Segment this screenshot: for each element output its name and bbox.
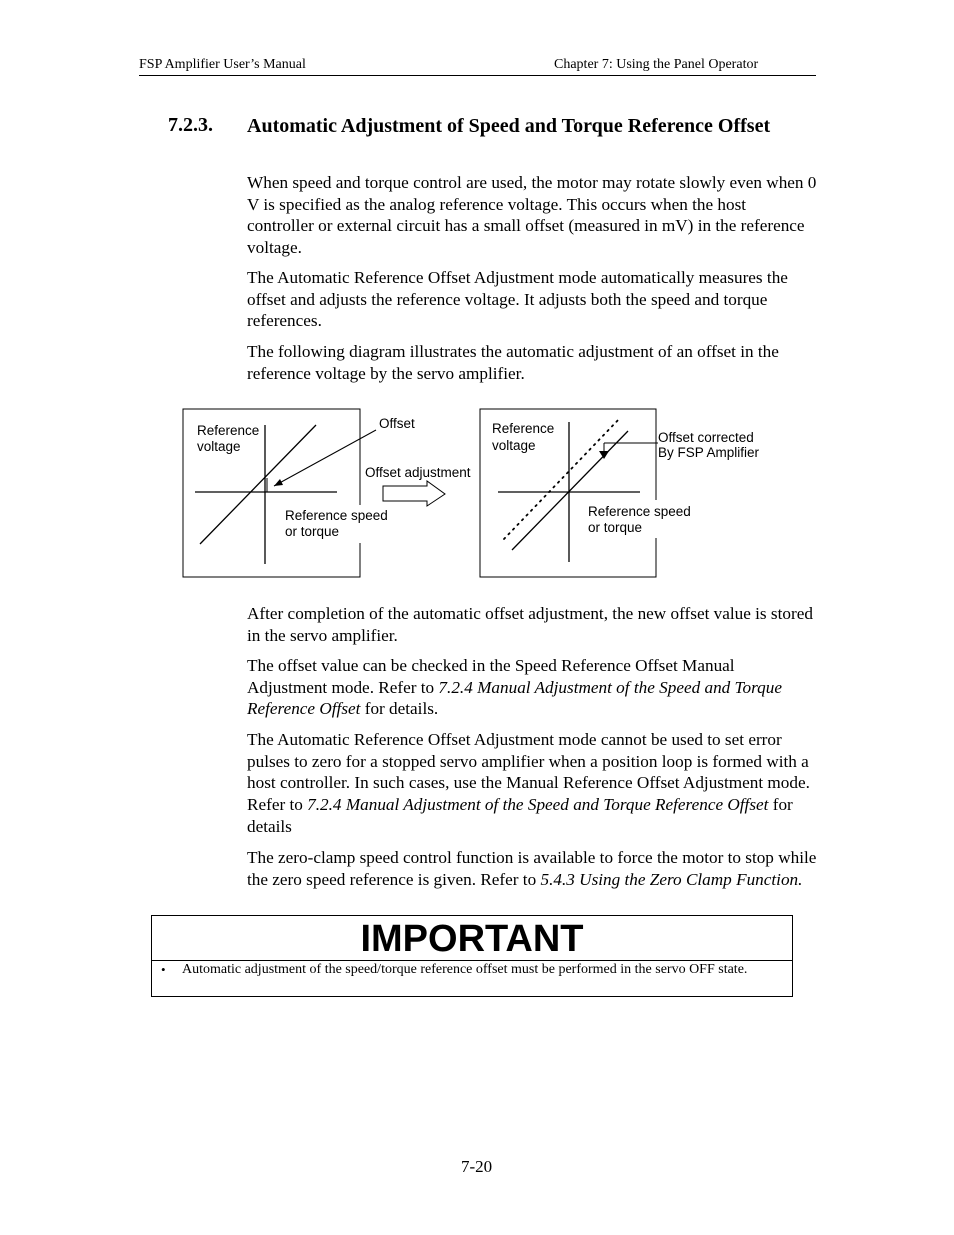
offset-pointer-line <box>274 430 376 486</box>
paragraph-position-loop-text: The Automatic Reference Offset Adjustment mode cannot be used to set error pulses to zero for a stopped servo amplifier when a position loop is formed with a host controller. In such cases, use the Manual Reference Offset Adjustment mode. Refer to <box>247 730 810 815</box>
header-divider <box>139 75 816 76</box>
offset-adjustment-diagram <box>170 400 810 585</box>
paragraph-check-offset <box>247 655 817 720</box>
paragraph-position-loop <box>247 729 817 838</box>
bullet-icon: • <box>161 962 166 977</box>
cross-reference-7-2-4-second: 7.2.4 Manual Adjustment of the Speed and Torque Reference Offset <box>307 795 769 815</box>
paragraph-position-loop-tail: for details <box>247 795 793 836</box>
paragraph-intro: When speed and torque control are used, the motor may rotate slowly even when 0 V is specified as the analog reference voltage. This occurs when the host controller or external circuit has a small offset (measured in mV) in the reference voltage. <box>247 173 817 258</box>
paragraph-zero-clamp <box>247 847 817 890</box>
offset-pointer-arrowhead <box>274 479 283 486</box>
header-manual-title: FSP Amplifier User’s Manual <box>139 57 306 72</box>
right-xlabel-line2: or torque <box>588 520 643 535</box>
left-ylabel-line1: Reference <box>197 423 260 438</box>
offset-label: Offset <box>379 416 415 431</box>
right-xlabel-line1: Reference speed <box>588 504 691 519</box>
corrected-label-line2: By FSP Amplifier <box>658 445 760 460</box>
paragraph-diagram-intro: The following diagram illustrates the automatic adjustment of an offset in the reference voltage by the servo amplifier. <box>247 342 779 383</box>
page-number: 7-20 <box>461 1157 493 1176</box>
right-ylabel-line1: Reference <box>492 421 555 436</box>
left-ylabel-line2: voltage <box>197 439 241 454</box>
correction-arrowhead <box>599 451 609 459</box>
paragraph-offset-stored: After completion of the automatic offset adjustment, the new offset value is stored in the servo amplifier. <box>247 604 813 645</box>
left-xlabel-line1: Reference speed <box>285 508 388 523</box>
cross-reference-7-2-4: 7.2.4 Manual Adjustment of the Speed and Torque Reference Offset <box>247 677 782 719</box>
important-notice-box <box>151 915 793 997</box>
important-bullet-text: Automatic adjustment of the speed/torque reference offset must be performed in the servo OFF state. <box>182 962 748 977</box>
section-number: 7.2.3. <box>168 114 213 136</box>
paragraph-check-offset-tail: for details. <box>360 699 439 719</box>
paragraph-check-offset-text: The offset value can be checked in the Speed Reference Offset Manual Adjustment mode. Refer to <box>247 656 735 697</box>
section-title: Automatic Adjustment of Speed and Torque Reference Offset <box>247 115 771 137</box>
offset-adjustment-arrow <box>383 481 445 506</box>
right-ylabel-line2: voltage <box>492 438 536 453</box>
paragraph-mode-description: The Automatic Reference Offset Adjustment mode automatically measures the offset and adjusts the reference voltage. It adjusts both the speed and torque references. <box>247 268 788 331</box>
corrected-label-line1: Offset corrected <box>658 430 754 445</box>
important-title: IMPORTANT <box>152 916 792 961</box>
left-xlabel-line2: or torque <box>285 524 340 539</box>
offset-adjustment-label: Offset adjustment <box>365 465 471 480</box>
cross-reference-5-4-3: 5.4.3 Using the Zero Clamp Function. <box>540 869 803 889</box>
paragraph-zero-clamp-text: The zero-clamp speed control function is available to force the motor to stop while the zero speed reference is given. Refer to <box>247 848 817 889</box>
header-chapter-title: Chapter 7: Using the Panel Operator <box>554 57 759 72</box>
